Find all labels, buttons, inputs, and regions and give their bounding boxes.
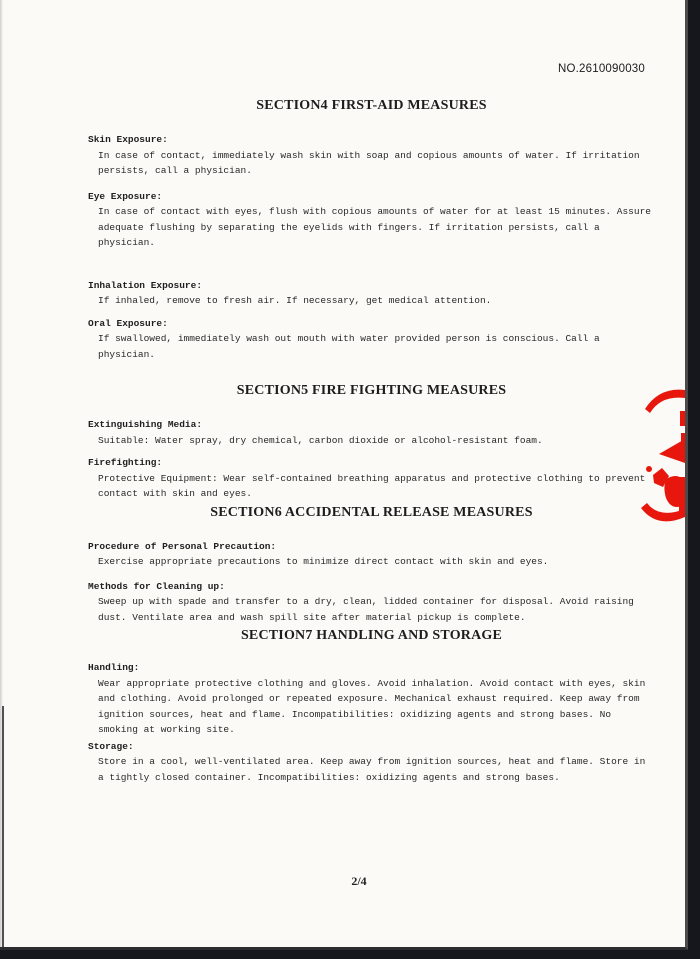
firefighting-block — [88, 455, 655, 502]
oral-exposure-block — [88, 316, 655, 363]
extinguishing-media-block — [88, 417, 655, 448]
storage-text: Store in a cool, well-ventilated area. Keep away from ignition sources, heat and flame. Store in a tightly closed container. Incompatibilities: oxidizing agents and strong bases. — [98, 756, 646, 783]
cleaning-methods-label: Methods for Cleaning up: — [88, 580, 225, 592]
section4-title: SECTION4 FIRST-AID MEASURES — [256, 98, 487, 113]
document-body — [88, 0, 655, 785]
red-seal-stamp-icon — [639, 381, 685, 523]
handling-text: Wear appropriate protective clothing and gloves. Avoid inhalation. Avoid contact with eyes, skin and clothing. Avoid prolonged or repeated exposure. Mechanical exhaust required. Keep away from ignition sources, heat and flame. Incompatibilities: oxidizing agents and strong bases. No smoking at working site. — [98, 677, 646, 735]
storage-label: Storage: — [88, 740, 134, 752]
scan-left-edge-line — [2, 706, 4, 947]
page-number: 2/4 — [351, 874, 367, 888]
section5-title: SECTION5 FIRE FIGHTING MEASURES — [236, 383, 507, 398]
eye-exposure-text: In case of contact with eyes, flush with copious amounts of water for at least 15 minutes. Assure adequate flushing by separating the eyelids with fingers. If irritation persists, call a physician. — [98, 206, 651, 248]
personal-precaution-text: Exercise appropriate precautions to minimize direct contact with skin and eyes. — [98, 556, 549, 567]
section7-title: SECTION7 HANDLING AND STORAGE — [240, 628, 503, 643]
oral-exposure-label: Oral Exposure: — [88, 317, 168, 329]
personal-precaution-block — [88, 539, 655, 570]
section6-title: SECTION6 ACCIDENTAL RELEASE MEASURES — [210, 504, 533, 520]
inhalation-exposure-label: Inhalation Exposure: — [88, 279, 203, 291]
firefighting-label: Firefighting: — [88, 457, 163, 468]
inhalation-exposure-block — [88, 278, 655, 309]
firefighting-text: Protective Equipment: Wear self-contained breathing apparatus and protective clothing to prevent contact with skin and eyes. — [98, 472, 646, 499]
extinguishing-media-text: Suitable: Water spray, dry chemical, carbon dioxide or alcohol-resistant foam. — [98, 434, 543, 446]
skin-exposure-block — [88, 132, 655, 179]
eye-exposure-label: Eye Exposure: — [88, 190, 163, 202]
skin-exposure-text: In case of contact, immediately wash skin with soap and copious amounts of water. If irritation persists, call a physician. — [98, 149, 640, 176]
document-number: NO.2610090030 — [557, 63, 645, 75]
skin-exposure-label: Skin Exposure: — [88, 134, 168, 145]
inhalation-exposure-text: If inhaled, remove to fresh air. If necessary, get medical attention. — [98, 295, 492, 306]
cleaning-methods-text: Sweep up with spade and transfer to a dry, clean, lidded container for disposal. Avoid raising dust. Ventilate area and wash spill site after material pickup is complete. — [98, 596, 634, 623]
storage-block — [88, 739, 655, 786]
eye-exposure-block — [88, 189, 655, 251]
handling-label: Handling: — [88, 662, 140, 673]
oral-exposure-text: If swallowed, immediately wash out mouth with water provided person is conscious. Call a physician. — [98, 333, 600, 360]
cleaning-methods-block — [88, 579, 655, 626]
handling-block — [88, 660, 655, 738]
personal-precaution-label: Procedure of Personal Precaution: — [88, 540, 277, 552]
extinguishing-media-label: Extinguishing Media: — [88, 419, 203, 430]
